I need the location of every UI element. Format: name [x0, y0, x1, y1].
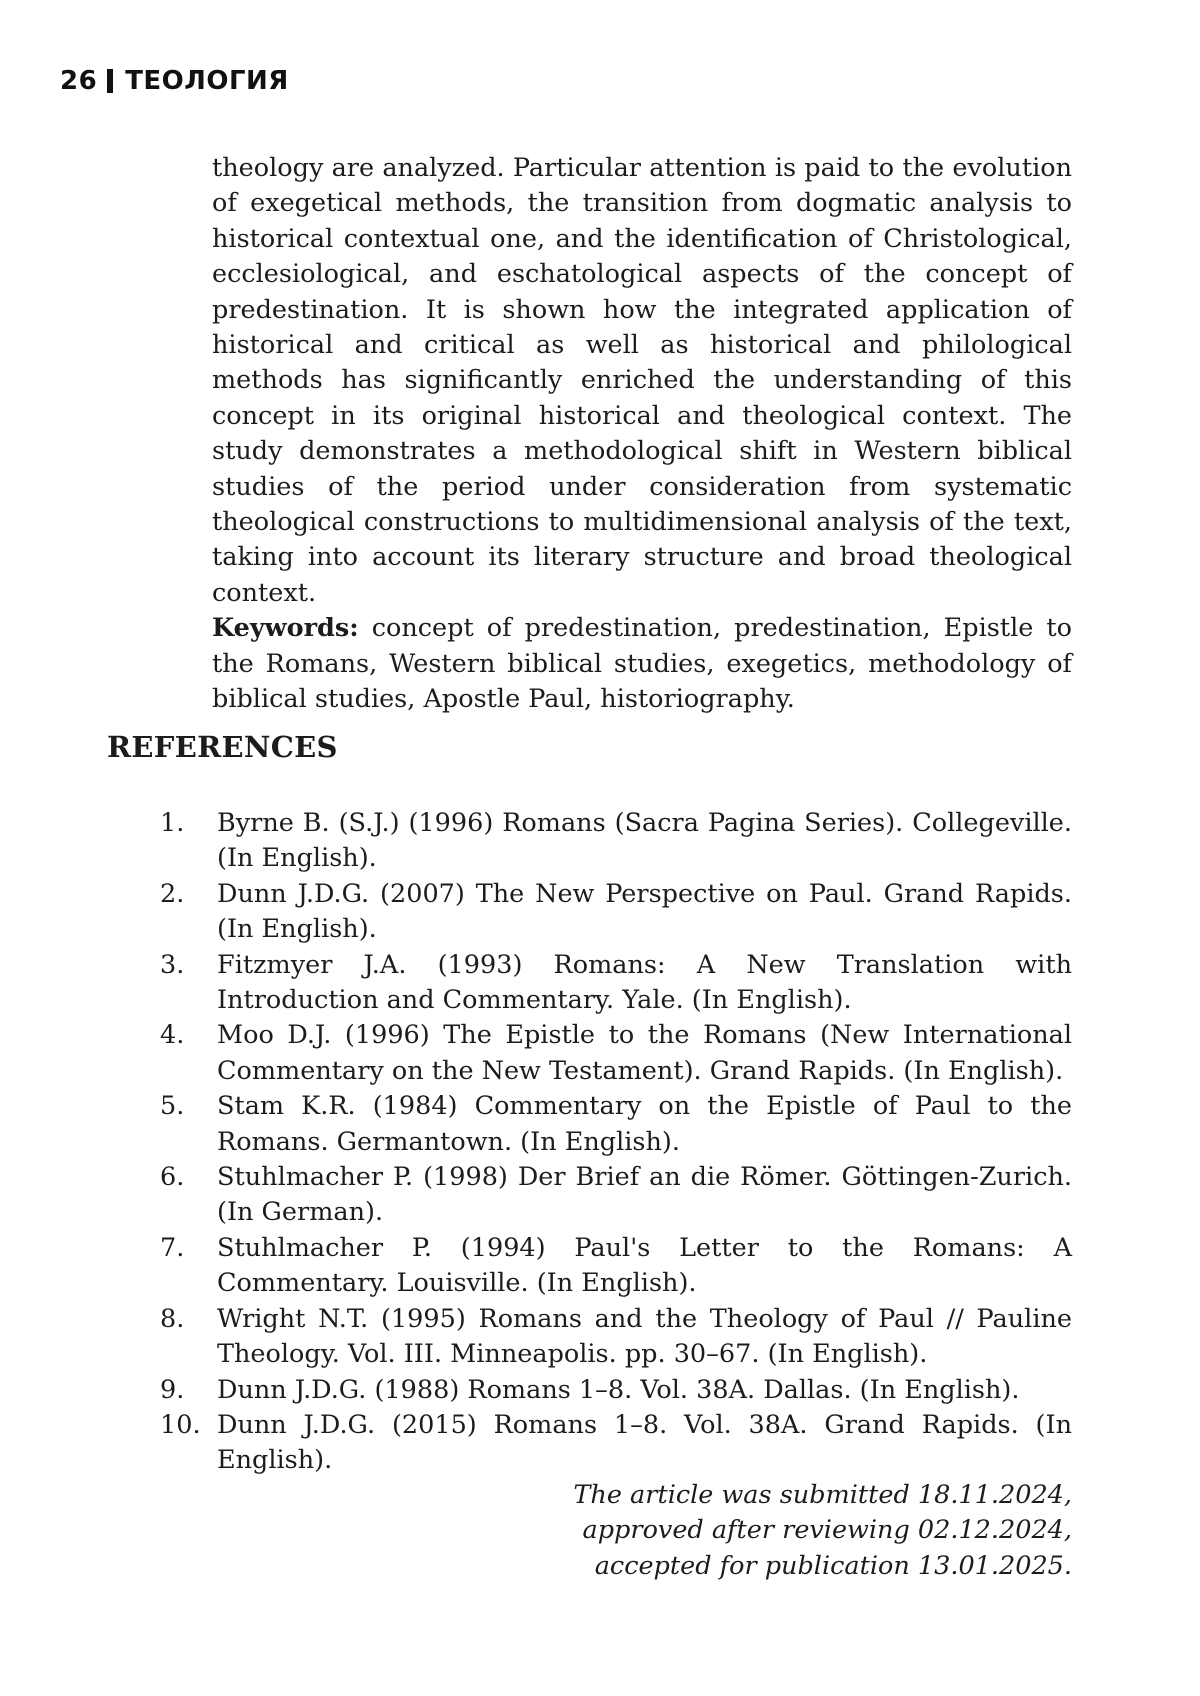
reference-text: Dunn J.D.G. (1988) Romans 1–8. Vol. 38A. Dallas. (In English). [217, 1374, 1020, 1405]
reference-number: 4. [160, 1020, 185, 1051]
reference-text: Stuhlmacher P. (1998) Der Brief an die Römer. Göttingen-Zurich. (In German). [217, 1162, 1072, 1228]
approved-date: approved after reviewing 02.12.2024, [582, 1515, 1072, 1546]
reference-item [160, 948, 1072, 1019]
reference-text: Wright N.T. (1995) Romans and the Theology of Paul // Pauline Theology. Vol. III. Minneapolis. pp. 30–67. (In English). [217, 1303, 1072, 1370]
reference-number: 6. [160, 1162, 185, 1193]
reference-text: Byrne B. (S.J.) (1996) Romans (Sacra Pagina Series). Collegeville. (In English). [217, 808, 1072, 874]
reference-item [160, 877, 1072, 948]
reference-number: 10. [160, 1409, 201, 1440]
abstract [212, 151, 1072, 718]
reference-number: 8. [160, 1303, 185, 1334]
reference-number: 2. [160, 878, 185, 909]
page-number: 26 [60, 66, 98, 96]
header-separator [107, 69, 113, 93]
running-header [60, 66, 289, 96]
keywords [212, 611, 1072, 717]
reference-item [160, 806, 1072, 877]
keywords-text: concept of predestination, predestination, Epistle to the Romans, Western biblical studies, exegetics, methodology of biblical studies, Apostle Paul, historiography. [212, 613, 1072, 715]
references-list [160, 806, 1072, 1479]
submitted-date: The article was submitted 18.11.2024, [573, 1480, 1072, 1510]
reference-text: Fitzmyer J.A. (1993) Romans: A New Translation with Introduction and Commentary. Yale. (In English). [217, 949, 1072, 1016]
reference-item [160, 1408, 1072, 1479]
keywords-label: Keywords: [212, 613, 359, 644]
section-title: ТЕОЛОГИЯ [125, 66, 289, 96]
publication-dates [472, 1478, 1072, 1584]
reference-item [160, 1302, 1072, 1373]
reference-number: 7. [160, 1232, 185, 1263]
reference-number: 1. [160, 808, 185, 838]
reference-item [160, 1373, 1072, 1408]
reference-number: 9. [160, 1374, 185, 1405]
reference-item [160, 1231, 1072, 1302]
reference-item [160, 1089, 1072, 1160]
reference-item [160, 1018, 1072, 1089]
reference-text: Dunn J.D.G. (2007) The New Perspective on Paul. Grand Rapids. (In English). [217, 878, 1072, 945]
reference-text: Stuhlmacher P. (1994) Paul's Letter to the Romans: A Commentary. Louisville. (In English). [217, 1232, 1072, 1299]
reference-text: Stam K.R. (1984) Commentary on the Epistle of Paul to the Romans. Germantown. (In English). [217, 1091, 1072, 1157]
reference-number: 3. [160, 949, 185, 980]
references-heading: REFERENCES [107, 730, 338, 764]
reference-number: 5. [160, 1091, 185, 1122]
reference-text: Dunn J.D.G. (2015) Romans 1–8. Vol. 38A. Grand Rapids. (In English). [217, 1409, 1072, 1476]
reference-text: Moo D.J. (1996) The Epistle to the Romans (New International Commentary on the New Testament). Grand Rapids. (In English). [217, 1020, 1072, 1086]
accepted-date: accepted for publication 13.01.2025. [594, 1550, 1072, 1581]
abstract-text: theology are analyzed. Particular attention is paid to the evolution of exegetical methods, the transition from dogmatic analysis to historical contextual one, and the identification of Christological, ecclesiological, and eschatological aspects of the concept of predestination. It is shown how the integrated application of historical and critical as well as historical and philological methods has significantly enriched the understanding of this concept in its original historical and theological context. The study demonstrates a methodological shift in Western biblical studies of the period under consideration from systematic theological constructions to multidimensional analysis of the text, taking into account its literary structure and broad theological context. [212, 153, 1072, 608]
reference-item [160, 1160, 1072, 1231]
